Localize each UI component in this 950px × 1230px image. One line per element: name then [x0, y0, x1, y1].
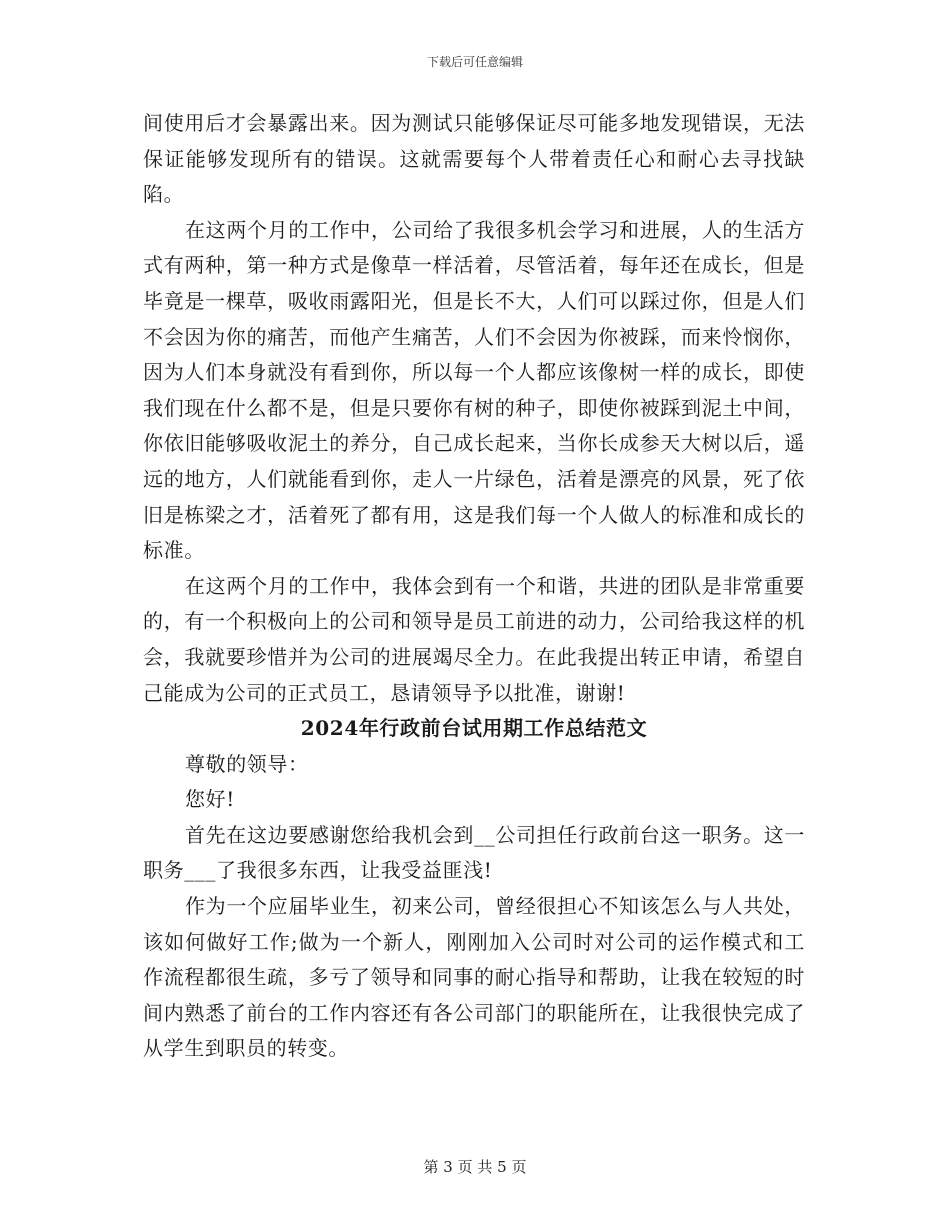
paragraph-thanks: 首先在这边要感谢您给我机会到__公司担任行政前台这一职务。这一职务___了我很多东西，让我受益匪浅! [143, 822, 805, 883]
document-body [143, 106, 805, 1067]
paragraph-growth: 在这两个月的工作中，公司给了我很多机会学习和进展，人的生活方式有两种，第一种方式是像草一样活着，尽管活着，每年还在成长，但是毕竟是一棵草，吸收雨露阳光，但是长不大，人们可以踩过你，但是人们不会因为你的痛苦，而他产生痛苦，人们不会因为你被踩，而来怜悯你，因为人们本身就没有看到你，所以每一个人都应该像树一样的成长，即使我们现在什么都不是，但是只要你有树的种子，即使你被踩到泥土中间，你依旧能够吸收泥土的养分，自己成长起来，当你长成参天大树以后，遥远的地方，人们就能看到你，走人一片绿色，活着是漂亮的风景，死了依旧是栋梁之才，活着死了都有用，这是我们每一个人做人的标准和成长的标准。 [143, 217, 805, 563]
document-title: 2024年行政前台试用期工作总结范文 [300, 716, 648, 741]
paragraph-graduate: 作为一个应届毕业生，初来公司，曾经很担心不知该怎么与人共处，该如何做好工作;做为一个新人，刚刚加入公司时对公司的运作模式和工作流程都很生疏，多亏了领导和同事的耐心指导和帮助，让我在较短的时间内熟悉了前台的工作内容还有各公司部门的职能所在，让我很快完成了从学生到职员的转变。 [143, 894, 805, 1061]
salutation: 尊敬的领导： [185, 751, 309, 776]
paragraph-continuation: 间使用后才会暴露出来。因为测试只能够保证尽可能多地发现错误，无法保证能够发现所有的错误。这就需要每个人带着责任心和耐心去寻找缺陷。 [143, 111, 805, 207]
page-header: 下载后可任意编辑 [426, 55, 523, 69]
greeting: 您好! [185, 787, 235, 812]
paragraph-team: 在这两个月的工作中，我体会到有一个和谐，共进的团队是非常重要的，有一个积极向上的公司和领导是员工前进的动力，公司给我这样的机会，我就要珍惜并为公司的进展竭尽全力。在此我提出转正申请，希望自己能成为公司的正式员工，恳请领导予以批准，谢谢! [143, 573, 805, 705]
page-number: 第 3 页 共 5 页 [423, 1158, 527, 1176]
